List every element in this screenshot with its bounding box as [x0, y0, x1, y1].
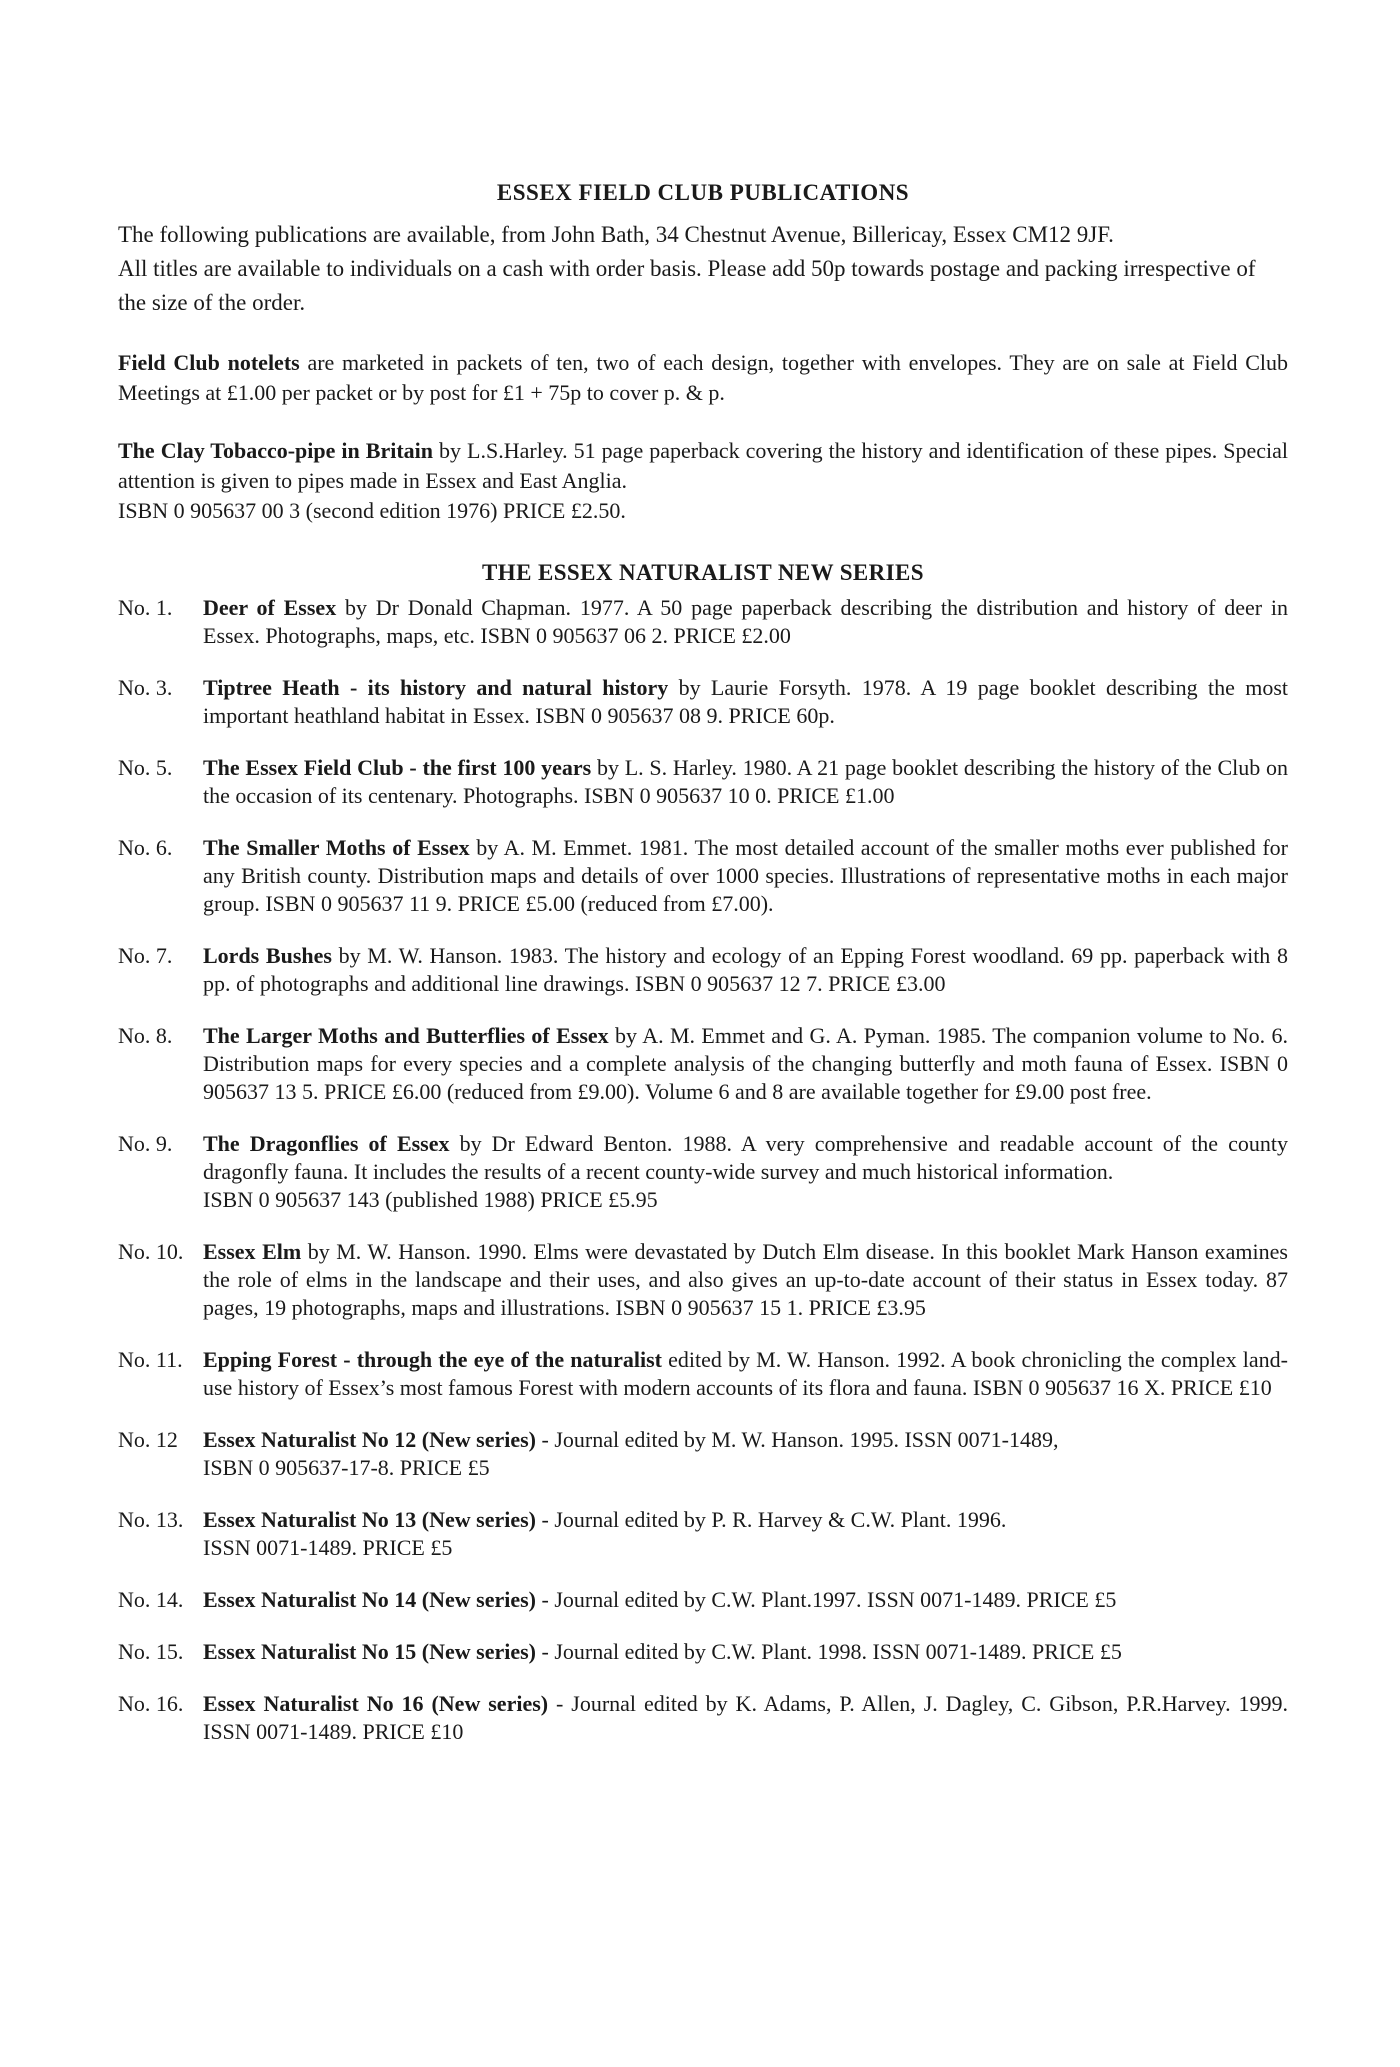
clay-pipe-text: by L.S.Harley. 51 page paperback covering the history and identification of these pipes. Special attention is given to pipes made in Essex and East Anglia. — [118, 438, 1288, 493]
intro-section — [118, 218, 1288, 320]
notelets-paragraph — [118, 348, 1288, 408]
series-description: - Journal edited by M. W. Hanson. 1995. ISSN 0071-1489, — [536, 1427, 1059, 1452]
series-description: by M. W. Hanson. 1990. Elms were devastated by Dutch Elm disease. In this booklet Mark Hanson examines the role of elms in the landscape and their uses, and also gives an up-to-date account of their status in Essex today. 87 pages, 19 photographs, maps and illustrations. ISBN 0 905637 15 1. PRICE £3.95 — [203, 1239, 1288, 1320]
series-number: No. 8. — [118, 1023, 173, 1048]
list-item — [118, 942, 1288, 998]
clay-pipe-paragraph — [118, 436, 1288, 526]
series-title: Essex Elm — [203, 1239, 302, 1264]
page-title: ESSEX FIELD CLUB PUBLICATIONS — [496, 180, 910, 205]
series-title: Tiptree Heath - its history and natural history — [203, 675, 669, 700]
series-entry-body — [203, 1022, 1288, 1106]
series-description: by Dr Donald Chapman. 1977. A 50 page paperback describing the distribution and history of deer in Essex. Photographs, maps, etc. ISBN 0 905637 06 2. PRICE £2.00 — [203, 595, 1288, 648]
series-extra-line: ISBN 0 905637 143 (published 1988) PRICE £5.95 — [203, 1187, 658, 1212]
notelets-title: Field Club notelets — [118, 350, 300, 375]
list-item — [118, 754, 1288, 810]
series-description: - Journal edited by C.W. Plant.1997. ISSN 0071-1489. PRICE £5 — [536, 1587, 1117, 1612]
series-title: Epping Forest - through the eye of the naturalist — [203, 1347, 662, 1372]
series-description: by L. S. Harley. 1980. A 21 page booklet describing the history of the Club on the occasion of its centenary. Photographs. ISBN 0 905637 10 0. PRICE £1.00 — [203, 755, 1288, 808]
list-item — [118, 1586, 1288, 1614]
series-entry-body — [203, 674, 1288, 730]
series-entry-body — [203, 1690, 1288, 1746]
series-number: No. 13. — [118, 1507, 184, 1532]
series-entry-body — [203, 1130, 1288, 1214]
series-entry-body — [203, 1426, 1288, 1482]
series-title: Essex Naturalist No 13 (New series) — [203, 1507, 536, 1532]
series-title: Essex Naturalist No 12 (New series) — [203, 1427, 536, 1452]
intro-address: The following publications are available, from John Bath, 34 Chestnut Avenue, Billericay, Essex CM12 9JF. — [118, 222, 1114, 247]
series-extra-line: ISSN 0071-1489. PRICE £5 — [203, 1535, 453, 1560]
list-item — [118, 1022, 1288, 1106]
series-description: by Laurie Forsyth. 1978. A 19 page booklet describing the most important heathland habitat in Essex. ISBN 0 905637 08 9. PRICE 60p. — [203, 675, 1288, 728]
series-entry-body — [203, 1506, 1288, 1562]
series-title: Lords Bushes — [203, 943, 332, 968]
list-item — [118, 1690, 1288, 1746]
series-entry-body — [203, 1586, 1288, 1614]
series-entry-body — [203, 1638, 1288, 1666]
clay-pipe-title: The Clay Tobacco-pipe in Britain — [118, 438, 434, 463]
series-entry-body — [203, 942, 1288, 998]
series-title: Essex Naturalist No 16 (New series) — [203, 1691, 549, 1716]
publications-page — [118, 180, 1288, 1770]
series-entry-body — [203, 834, 1288, 918]
list-item — [118, 594, 1288, 650]
series-title: Deer of Essex — [203, 595, 337, 620]
series-entry-body — [203, 594, 1288, 650]
series-title: The Larger Moths and Butterflies of Essex — [203, 1023, 609, 1048]
clay-pipe-isbn: ISBN 0 905637 00 3 (second edition 1976) PRICE £2.50. — [118, 498, 626, 523]
series-number: No. 16. — [118, 1691, 184, 1716]
list-item — [118, 1506, 1288, 1562]
series-title: The Essex Field Club - the first 100 years — [203, 755, 592, 780]
list-item — [118, 1130, 1288, 1214]
series-description: edited by M. W. Hanson. 1992. A book chronicling the complex land-use history of Essex’s most famous Forest with modern accounts of its flora and fauna. ISBN 0 905637 16 X. PRICE £10 — [203, 1347, 1288, 1400]
series-number: No. 6. — [118, 835, 173, 860]
series-title: Essex Naturalist No 14 (New series) — [203, 1587, 536, 1612]
list-item — [118, 834, 1288, 918]
series-number: No. 9. — [118, 1131, 173, 1156]
series-description: - Journal edited by K. Adams, P. Allen, J. Dagley, C. Gibson, P.R.Harvey. 1999. ISSN 0071-1489. PRICE £10 — [203, 1691, 1288, 1744]
series-entry-body — [203, 1238, 1288, 1322]
series-number: No. 10. — [118, 1239, 184, 1264]
series-number: No. 11. — [118, 1347, 183, 1372]
list-item — [118, 1426, 1288, 1482]
series-number: No. 5. — [118, 755, 173, 780]
series-description: - Journal edited by C.W. Plant. 1998. ISSN 0071-1489. PRICE £5 — [536, 1639, 1122, 1664]
series-description: by A. M. Emmet and G. A. Pyman. 1985. The companion volume to No. 6. Distribution maps for every species and a complete analysis of the changing butterfly and moth fauna of Essex. ISBN 0 905637 13 5. PRICE £6.00 (reduced from £9.00). Volume 6 and 8 are available together for £9.00 post free. — [203, 1023, 1288, 1104]
series-entry-body — [203, 1346, 1288, 1402]
intro-terms: All titles are available to individuals on a cash with order basis. Please add 50p towards postage and packing irrespective of the size of the order. — [118, 256, 1256, 315]
series-title: Essex Naturalist No 15 (New series) — [203, 1639, 536, 1664]
series-entry-body — [203, 754, 1288, 810]
series-title: The Dragonflies of Essex — [203, 1131, 450, 1156]
series-title: The Smaller Moths of Essex — [203, 835, 470, 860]
series-number: No. 14. — [118, 1587, 184, 1612]
series-number: No. 12 — [118, 1427, 178, 1452]
list-item — [118, 1638, 1288, 1666]
series-description: - Journal edited by P. R. Harvey & C.W. Plant. 1996. — [536, 1507, 1007, 1532]
list-item — [118, 674, 1288, 730]
notelets-text: are marketed in packets of ten, two of each design, together with envelopes. They are on sale at Field Club Meetings at £1.00 per packet or by post for £1 + 75p to cover p. & p. — [118, 350, 1288, 405]
list-item — [118, 1346, 1288, 1402]
series-heading: THE ESSEX NATURALIST NEW SERIES — [482, 560, 924, 585]
series-extra-line: ISBN 0 905637-17-8. PRICE £5 — [203, 1455, 490, 1480]
series-description: by M. W. Hanson. 1983. The history and ecology of an Epping Forest woodland. 69 pp. paperback with 8 pp. of photographs and additional line drawings. ISBN 0 905637 12 7. PRICE £3.00 — [203, 943, 1288, 996]
list-item — [118, 1238, 1288, 1322]
series-list — [118, 594, 1288, 1746]
series-number: No. 15. — [118, 1639, 184, 1664]
series-number: No. 3. — [118, 675, 173, 700]
series-number: No. 7. — [118, 943, 173, 968]
series-number: No. 1. — [118, 595, 173, 620]
series-description: by A. M. Emmet. 1981. The most detailed account of the smaller moths ever published for any British county. Distribution maps and details of over 1000 species. Illustrations of representative moths in each major group. ISBN 0 905637 11 9. PRICE £5.00 (reduced from £7.00). — [203, 835, 1288, 916]
series-description: by Dr Edward Benton. 1988. A very comprehensive and readable account of the county dragonfly fauna. It includes the results of a recent county-wide survey and much historical information. — [203, 1131, 1289, 1184]
